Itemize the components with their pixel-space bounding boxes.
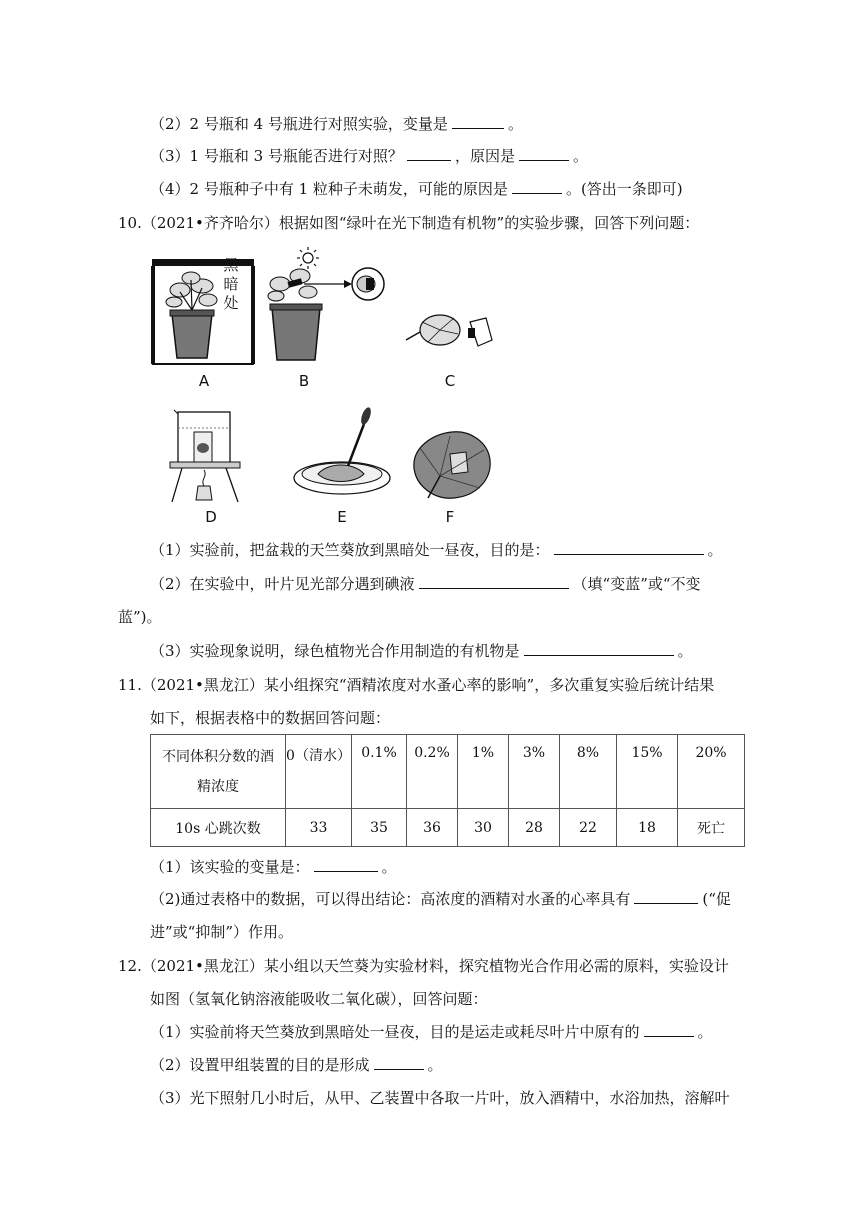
table-cell: 0.1%: [352, 735, 407, 809]
q11-sub2-hint: (“促: [702, 890, 731, 908]
q9-sub3-mid: ，原因是: [454, 147, 515, 165]
table-cell: 35: [352, 809, 407, 847]
figure-d-water-bath: [164, 404, 248, 504]
q10-sub2-cont: 蓝”)。: [118, 608, 162, 626]
figure-label-e: E: [337, 508, 347, 526]
heartbeat-table: [150, 734, 745, 847]
q12-sub1: [150, 1022, 713, 1042]
header-label-line1: 不同体积分数的酒: [162, 748, 274, 765]
answer-blank: [407, 146, 451, 161]
q11-sub2-text: （2)通过表格中的数据，可以得出结论：高浓度的酒精对水蚤的心率具有: [150, 890, 631, 908]
table-cell: 0.2%: [407, 735, 458, 809]
q9-sub3-end: 。: [572, 147, 588, 165]
q10-heading: 10.（2021•齐齐哈尔）根据如图“绿叶在光下制造有机物”的实验步骤，回答下列问题：: [118, 214, 700, 232]
table-cell: 0（清水）: [286, 735, 352, 809]
q9-sub2-end: 。: [507, 115, 523, 133]
table-cell: 28: [509, 809, 560, 847]
figure-e-petri-dish: [288, 404, 398, 504]
table-row-heartbeat: [151, 809, 745, 847]
q11-sub1-end: 。: [381, 858, 397, 876]
q9-sub3: [150, 146, 588, 166]
table-cell: 22: [560, 809, 617, 847]
q11-sub1: [150, 857, 397, 877]
q9-sub4-end: 。(答出一条即可): [565, 180, 683, 198]
answer-blank: [374, 1055, 424, 1070]
q10-sub3-text: （3）实验现象说明，绿色植物光合作用制造的有机物是: [150, 642, 520, 660]
figure-a-dark-box: [150, 246, 260, 366]
table-cell: 30: [458, 809, 509, 847]
q11-sub2: [150, 889, 731, 909]
figure-label-a: A: [198, 372, 210, 390]
table-cell: 1%: [458, 735, 509, 809]
answer-blank: [512, 179, 562, 194]
figure-label-c: C: [444, 372, 456, 390]
q12-sub2: [150, 1055, 443, 1075]
answer-blank: [314, 857, 378, 872]
table-cell: 20%: [678, 735, 745, 809]
table-cell: 33: [286, 809, 352, 847]
q12-heading-cont: 如图（氢氧化钠溶液能吸收二氧化碳），回答问题：: [150, 990, 488, 1008]
table-cell: 死亡: [678, 809, 745, 847]
dark-char-1: 黑: [223, 256, 239, 274]
header-label-line2: 精浓度: [197, 778, 239, 795]
answer-blank: [644, 1022, 694, 1037]
q10-sub2: [150, 574, 701, 594]
table-row-label: 10s 心跳次数: [151, 809, 286, 847]
q11-sub2-cont: 进”或“抑制”）作用。: [150, 923, 294, 941]
table-cell: 36: [407, 809, 458, 847]
q9-sub2: [150, 114, 523, 134]
table-cell: 8%: [560, 735, 617, 809]
table-header-label: [151, 735, 286, 809]
q11-heading: 11.（2021•黑龙江）某小组探究“酒精浓度对水蚤心率的影响”，多次重复实验后统计结果: [118, 676, 715, 694]
figure-f-stained-leaf: [410, 428, 494, 502]
table-row-concentration: [151, 735, 745, 809]
q9-sub2-text: （2）2 号瓶和 4 号瓶进行对照实验，变量是: [150, 115, 448, 133]
dark-char-3: 处: [223, 294, 239, 312]
dark-char-2: 暗: [223, 275, 239, 293]
figure-label-b: B: [298, 372, 310, 390]
answer-blank: [452, 114, 504, 129]
answer-blank: [554, 540, 704, 555]
q12-heading: 12.（2021•黑龙江）某小组以天竺葵为实验材料，探究植物光合作用必需的原料，实验设计: [118, 957, 729, 975]
figure-b-sunlight: [258, 246, 388, 366]
figure-label-d: D: [205, 508, 217, 526]
answer-blank: [524, 641, 674, 656]
figure-c-pick-leaf: [404, 300, 504, 360]
q11-heading-cont: 如下，根据表格中的数据回答问题：: [150, 709, 391, 727]
answer-blank: [419, 574, 569, 589]
q10-sub2-hint: （填“变蓝”或“不变: [572, 575, 701, 593]
q12-sub2-end: 。: [427, 1056, 443, 1074]
q9-sub4: [150, 179, 683, 199]
dark-place-label: [220, 256, 242, 313]
q10-sub1: [150, 540, 723, 560]
figure-label-f: F: [445, 508, 455, 526]
q11-sub1-text: （1）该实验的变量是：: [150, 858, 310, 876]
q10-sub3-end: 。: [677, 642, 693, 660]
table-cell: 15%: [617, 735, 678, 809]
q9-sub4-text: （4）2 号瓶种子中有 1 粒种子未萌发，可能的原因是: [150, 180, 508, 198]
q12-sub1-text: （1）实验前将天竺葵放到黑暗处一昼夜，目的是运走或耗尽叶片中原有的: [150, 1023, 640, 1041]
q12-sub3: （3）光下照射几小时后，从甲、乙装置中各取一片叶，放入酒精中，水浴加热，溶解叶: [150, 1089, 730, 1107]
answer-blank: [634, 889, 698, 904]
table-cell: 18: [617, 809, 678, 847]
q10-sub1-end: 。: [707, 541, 723, 559]
q10-sub2-text: （2）在实验中，叶片见光部分遇到碘液: [150, 575, 415, 593]
q12-sub1-end: 。: [697, 1023, 713, 1041]
q9-sub3-text: （3）1 号瓶和 3 号瓶能否进行对照？: [150, 147, 403, 165]
answer-blank: [519, 146, 569, 161]
q12-sub2-text: （2）设置甲组装置的目的是形成: [150, 1056, 370, 1074]
table-cell: 3%: [509, 735, 560, 809]
q10-sub1-text: （1）实验前，把盆栽的天竺葵放到黑暗处一昼夜，目的是：: [150, 541, 550, 559]
q10-sub3: [150, 641, 693, 661]
